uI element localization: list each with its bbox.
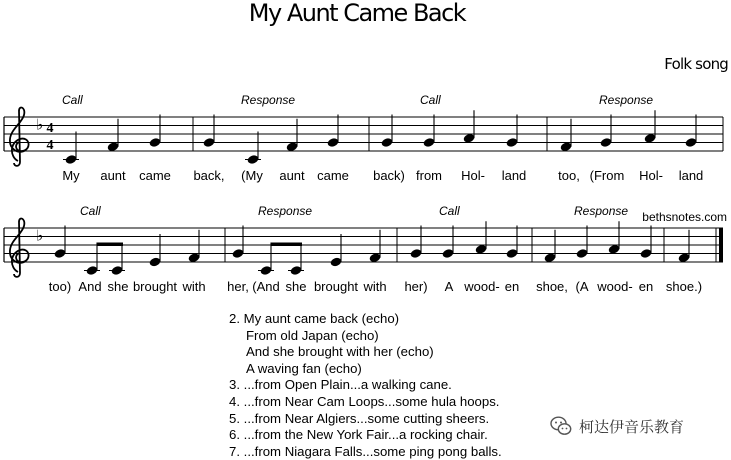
note-beam bbox=[97, 243, 123, 247]
verse-line: 6. ...from the New York Fair...a rocking chair. bbox=[229, 427, 488, 443]
call-response-cue: Call bbox=[62, 93, 83, 107]
call-response-cue: Call bbox=[439, 204, 460, 218]
lyric-syllable: shoe, bbox=[536, 279, 568, 294]
lyric-syllable: land bbox=[678, 168, 704, 183]
staff-system bbox=[4, 93, 723, 183]
lyric-syllable: with bbox=[363, 279, 387, 294]
verse-line: A waving fan (echo) bbox=[246, 360, 362, 376]
lyric-syllable: with bbox=[182, 279, 206, 294]
lyric-syllable: Hol- bbox=[461, 168, 485, 183]
lyric-syllable: from bbox=[416, 168, 442, 183]
lyric-syllable: And bbox=[78, 279, 102, 294]
verse-line: 7. ...from Niagara Falls...some ping pong balls. bbox=[229, 443, 502, 459]
flat-accidental-icon: ♭ bbox=[36, 226, 44, 245]
lyric-syllable: back, bbox=[193, 168, 225, 183]
lyric-syllable: aunt bbox=[279, 168, 305, 183]
flat-accidental-icon: ♭ bbox=[36, 115, 44, 134]
verse-line: 2. My aunt came back (echo) bbox=[229, 311, 400, 326]
lyric-syllable: her) bbox=[404, 279, 428, 294]
verse-line: 3. ...from Open Plain...a walking cane. bbox=[229, 377, 452, 393]
final-barline bbox=[719, 228, 723, 262]
lyric-syllable: came bbox=[139, 168, 171, 183]
lyric-syllable: (My bbox=[241, 168, 263, 183]
lyric-syllable: too) bbox=[48, 279, 72, 294]
lyric-syllable: shoe.) bbox=[665, 279, 703, 294]
wechat-icon bbox=[549, 414, 573, 438]
watermark bbox=[549, 414, 684, 438]
lyric-syllable: wood- bbox=[597, 279, 633, 294]
verse-line: From old Japan (echo) bbox=[246, 327, 379, 343]
verse-line: 5. ...from Near Algiers...some cutting sheers. bbox=[229, 410, 490, 426]
time-signature-bottom: 4 bbox=[46, 138, 54, 153]
lyric-syllable: brought bbox=[313, 279, 359, 294]
lyric-syllable: en bbox=[504, 279, 520, 294]
call-response-cue: Response bbox=[599, 93, 654, 107]
lyric-syllable: wood- bbox=[464, 279, 500, 294]
call-response-cue: Call bbox=[80, 204, 101, 218]
lyric-syllable: back) bbox=[373, 168, 405, 183]
watermark-text: 柯达伊音乐教育 bbox=[579, 417, 685, 436]
treble-clef-icon bbox=[10, 108, 29, 166]
lyric-syllable: she bbox=[285, 279, 307, 294]
note-beam bbox=[271, 243, 302, 247]
source-credit: bethsnotes.com bbox=[642, 210, 727, 224]
lyric-syllable: en bbox=[638, 279, 654, 294]
lyric-syllable: aunt bbox=[100, 168, 126, 183]
verse-line: 4. ...from Near Cam Loops...some hula hoops. bbox=[229, 393, 500, 409]
lyric-syllable: Hol- bbox=[639, 168, 663, 183]
call-response-cue: Call bbox=[420, 93, 441, 107]
treble-clef-icon bbox=[10, 219, 29, 277]
lyric-syllable: (A bbox=[575, 279, 589, 294]
composer-label: Folk song bbox=[664, 55, 728, 73]
lyric-syllable: she bbox=[107, 279, 129, 294]
lyric-syllable: too, bbox=[558, 168, 580, 183]
call-response-cue: Response bbox=[241, 93, 296, 107]
call-response-cue: Response bbox=[574, 204, 629, 218]
time-signature-top: 4 bbox=[46, 121, 54, 136]
lyric-syllable: her, bbox=[227, 279, 249, 294]
lyric-syllable: My bbox=[62, 168, 80, 183]
verse-line: And she brought with her (echo) bbox=[246, 344, 434, 360]
lyric-syllable: (From bbox=[589, 168, 625, 183]
lyric-syllable: (And bbox=[252, 279, 280, 294]
lyric-syllable: brought bbox=[132, 279, 178, 294]
staff-system bbox=[4, 204, 723, 294]
lyric-syllable: A bbox=[444, 279, 454, 294]
song-title: My Aunt Came Back bbox=[248, 0, 466, 27]
additional-verses bbox=[229, 311, 502, 460]
call-response-cue: Response bbox=[258, 204, 313, 218]
lyric-syllable: came bbox=[317, 168, 349, 183]
lyric-syllable: land bbox=[501, 168, 527, 183]
